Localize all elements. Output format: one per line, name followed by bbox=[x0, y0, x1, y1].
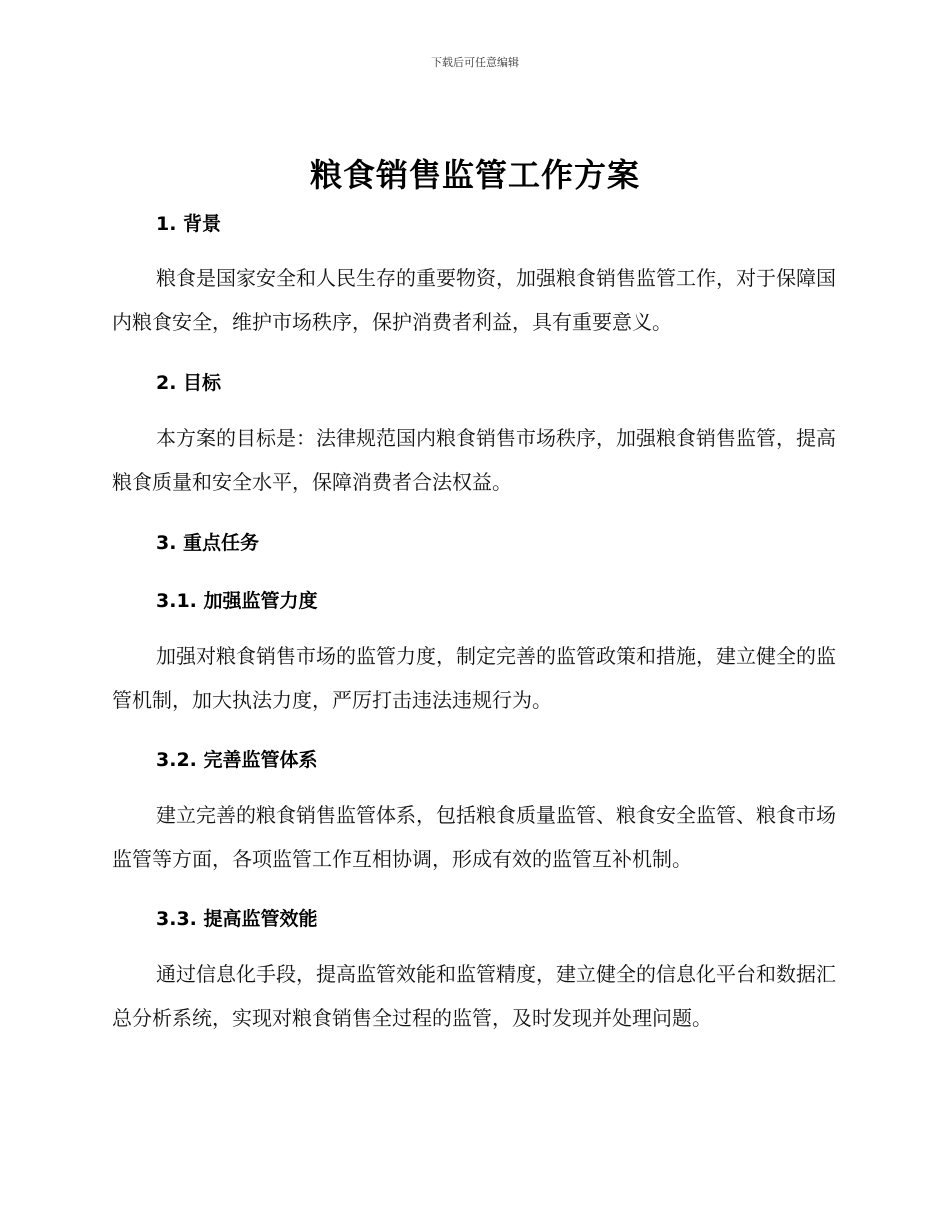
section-heading-strengthen-supervision: 3.1. 加强监管力度 bbox=[156, 590, 318, 612]
section-body-improve-efficiency: 通过信息化手段，提高监管效能和监管精度，建立健全的信息化平台和数据汇总分析系统，实现对粮食销售全过程的监管，及时发现并处理问题。 bbox=[112, 962, 836, 1030]
section-heading-improve-system: 3.2. 完善监管体系 bbox=[156, 749, 318, 771]
section-body-goal: 本方案的目标是：法律规范国内粮食销售市场秩序，加强粮食销售监管，提高粮食质量和安全水平，保障消费者合法权益。 bbox=[112, 426, 836, 494]
section-heading-goal: 2. 目标 bbox=[156, 372, 222, 394]
page-header-note: 下载后可任意编辑 bbox=[431, 56, 519, 69]
section-heading-key-tasks: 3. 重点任务 bbox=[156, 532, 260, 554]
section-body-strengthen-supervision: 加强对粮食销售市场的监管力度，制定完善的监管政策和措施，建立健全的监管机制，加大执法力度，严厉打击违法违规行为。 bbox=[112, 644, 836, 712]
section-heading-background: 1. 背景 bbox=[156, 213, 222, 235]
section-body-background: 粮食是国家安全和人民生存的重要物资，加强粮食销售监管工作，对于保障国内粮食安全，维护市场秩序，保护消费者利益，具有重要意义。 bbox=[112, 266, 836, 334]
section-heading-improve-efficiency: 3.3. 提高监管效能 bbox=[156, 908, 318, 930]
document-title: 粮食销售监管工作方案 bbox=[309, 156, 640, 194]
section-body-improve-system: 建立完善的粮食销售监管体系，包括粮食质量监管、粮食安全监管、粮食市场监管等方面，各项监管工作互相协调，形成有效的监管互补机制。 bbox=[112, 803, 836, 871]
